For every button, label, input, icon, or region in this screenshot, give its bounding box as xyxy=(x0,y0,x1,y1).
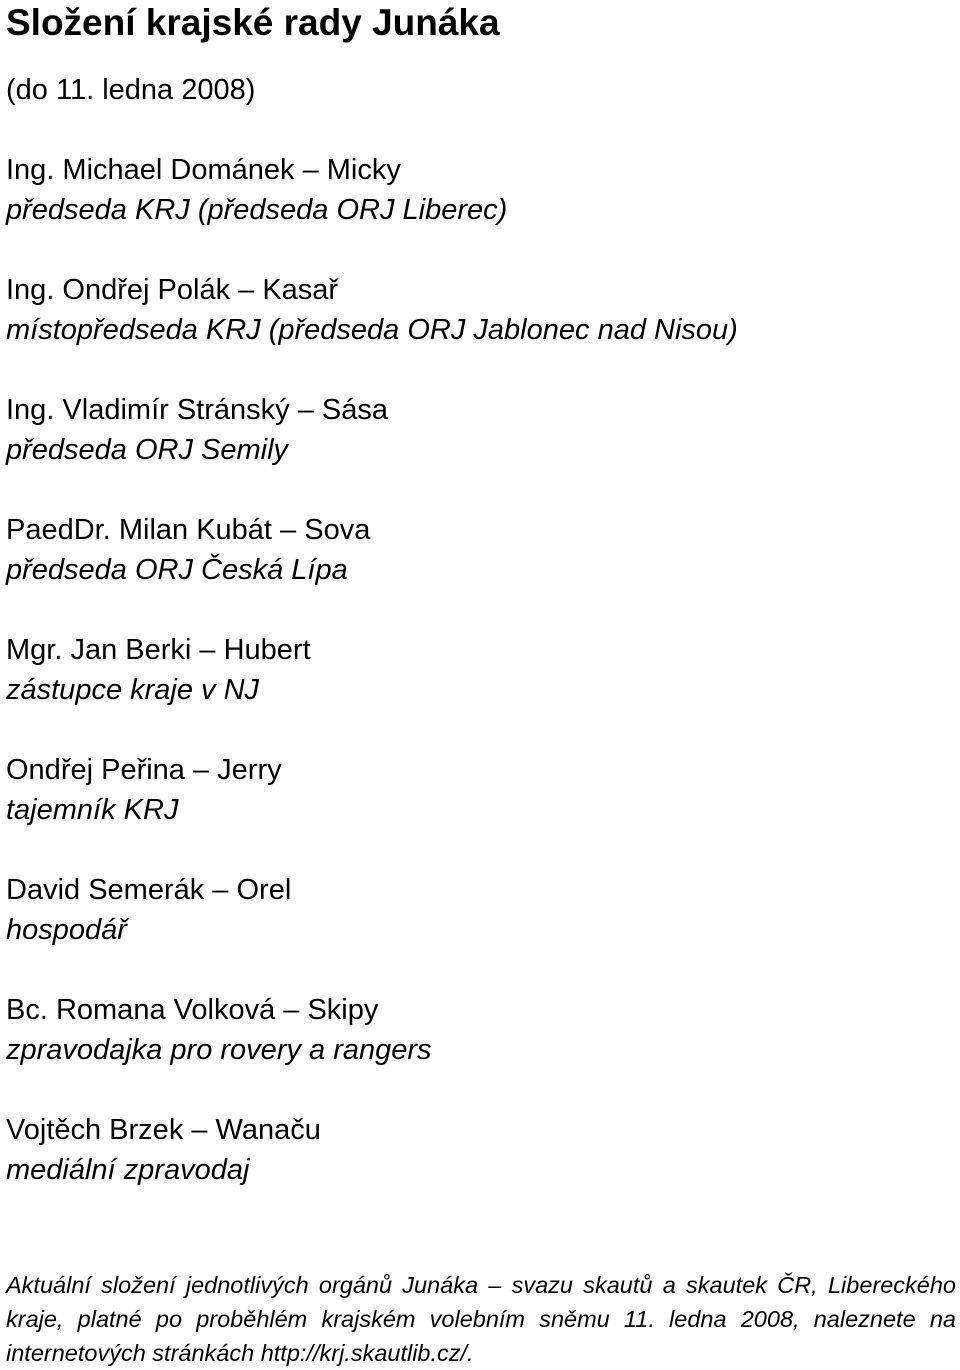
member-entry xyxy=(6,390,946,470)
member-role: předseda KRJ (předseda ORJ Liberec) xyxy=(6,194,508,226)
member-role: tajemník KRJ xyxy=(6,794,179,826)
member-entry xyxy=(6,870,946,950)
page-subtitle: (do 11. ledna 2008) xyxy=(6,74,256,106)
member-role: zástupce kraje v NJ xyxy=(6,674,260,706)
member-name: Mgr. Jan Berki – Hubert xyxy=(6,634,311,666)
member-entry xyxy=(6,1110,946,1190)
member-entry xyxy=(6,630,946,710)
member-entry xyxy=(6,270,946,350)
member-name: Vojtěch Brzek – Wanaču xyxy=(6,1114,321,1146)
member-name: Bc. Romana Volková – Skipy xyxy=(6,994,379,1026)
member-name: Ing. Vladimír Stránský – Sása xyxy=(6,394,388,426)
member-name: David Semerák – Orel xyxy=(6,874,292,906)
member-name: PaedDr. Milan Kubát – Sova xyxy=(6,514,371,546)
member-role: zpravodajka pro rovery a rangers xyxy=(6,1034,432,1066)
member-role: hospodář xyxy=(6,914,127,946)
member-role: předseda ORJ Česká Lípa xyxy=(6,554,348,586)
member-name: Ondřej Peřina – Jerry xyxy=(6,754,282,786)
member-entry xyxy=(6,750,946,830)
page-title: Složení krajské rady Junáka xyxy=(6,2,500,43)
member-role: předseda ORJ Semily xyxy=(6,434,289,466)
member-name: Ing. Ondřej Polák – Kasař xyxy=(6,274,339,306)
member-name: Ing. Michael Dománek – Micky xyxy=(6,154,401,186)
member-role: místopředseda KRJ (předseda ORJ Jablonec nad Nisou) xyxy=(6,314,738,346)
footer-note: Aktuální složení jednotlivých orgánů Junáka – svazu skautů a skautek ČR, Libereckého kraje, platné po proběhlém krajském volebním sněmu 11. ledna 2008, naleznete na internetových stránkách http://krj.skautlib.cz/. xyxy=(6,1272,956,1366)
member-role: mediální zpravodaj xyxy=(6,1154,250,1186)
member-entry xyxy=(6,150,946,230)
member-entry xyxy=(6,990,946,1070)
member-entry xyxy=(6,510,946,590)
